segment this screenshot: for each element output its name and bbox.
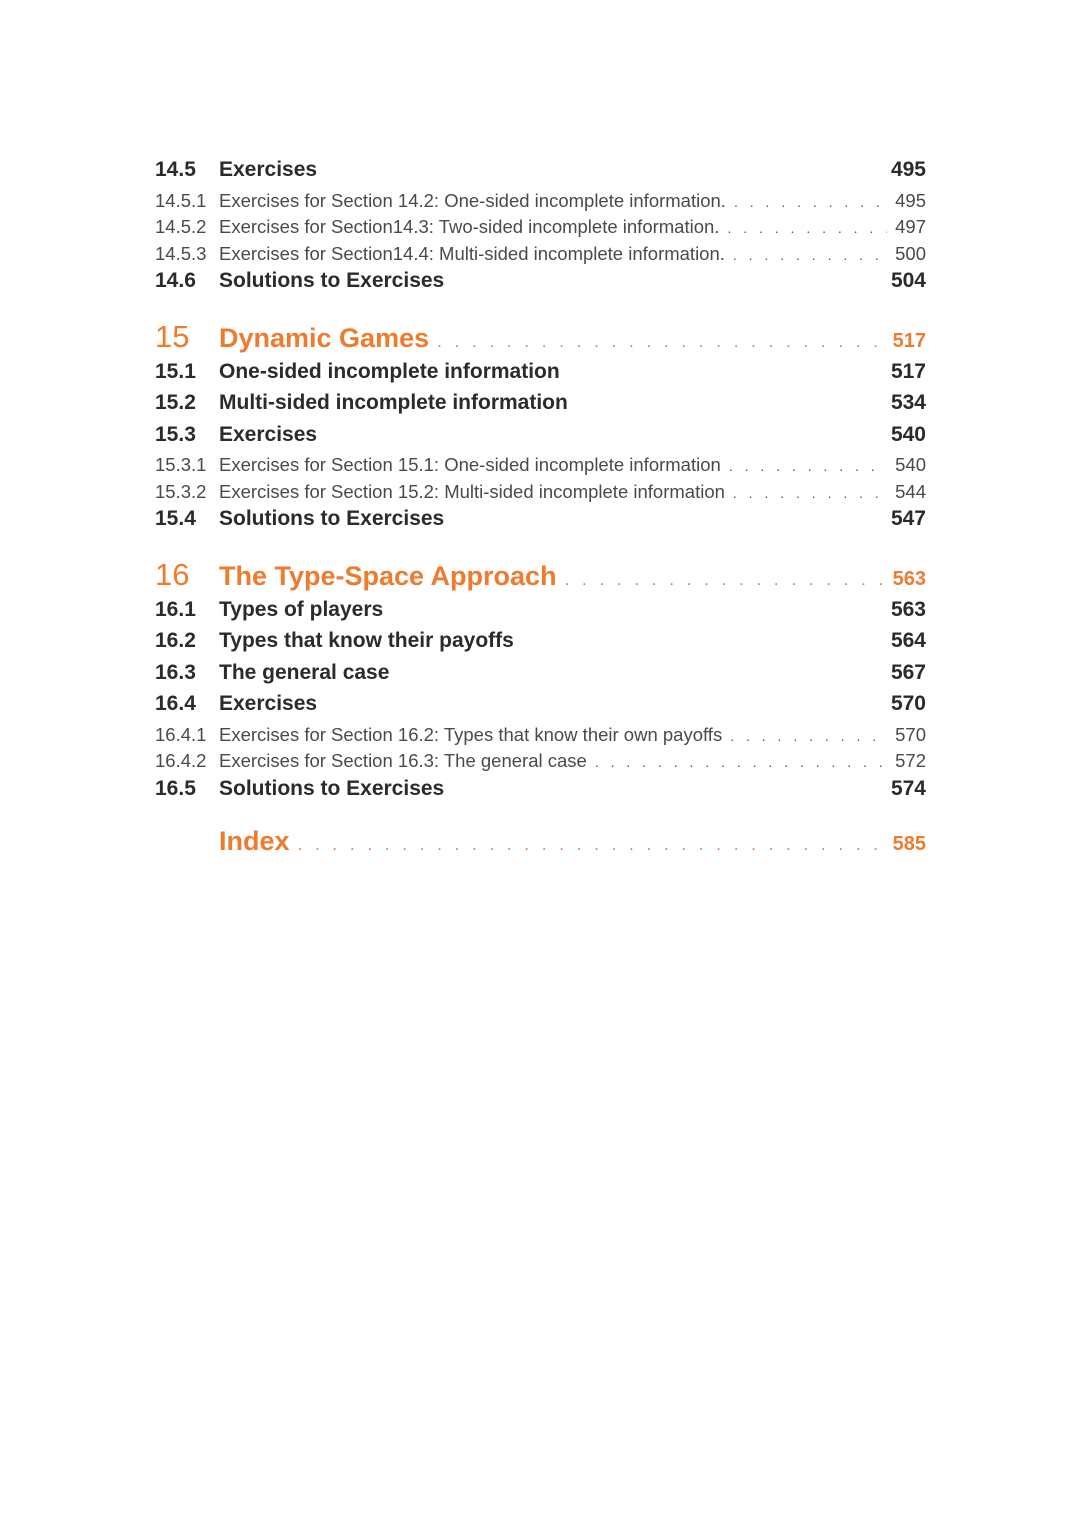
subsection-title: Exercises for Section 16.3: The general case	[219, 750, 587, 771]
page-number: 540	[890, 422, 926, 446]
page-number: 547	[890, 507, 926, 530]
chapter-title: Dynamic Games	[219, 322, 430, 353]
page-number: 495	[890, 158, 926, 181]
page-number: 563	[890, 597, 926, 621]
subsection-title: Exercises for Section14.4: Multi-sided incomplete information.	[219, 242, 725, 264]
toc-section-row[interactable]	[155, 661, 926, 693]
subsection-title: Exercises for Section 15.2: Multi-sided incomplete information	[219, 480, 725, 502]
page-number: 564	[890, 629, 926, 652]
chapter-number: 15	[155, 318, 190, 354]
page-number: 585	[892, 833, 926, 855]
toc-section-row[interactable]	[155, 692, 926, 724]
section-number: 16.5	[155, 776, 196, 800]
page-number: 572	[895, 750, 926, 771]
toc-section-row[interactable]	[155, 629, 926, 661]
toc-section-row[interactable]	[155, 423, 926, 455]
toc-index-row[interactable]	[155, 826, 926, 864]
page-number: 563	[892, 567, 926, 590]
toc-chapter-row[interactable]	[155, 319, 926, 357]
toc-subsection-row[interactable]	[155, 454, 926, 481]
section-number: 15.2	[155, 391, 196, 414]
page-number: 540	[895, 454, 926, 475]
toc-subsection-row[interactable]	[155, 750, 926, 777]
toc-subsection-row[interactable]	[155, 724, 926, 751]
page-number: 500	[895, 242, 926, 264]
section-title: Solutions to Exercises	[219, 776, 445, 800]
dot-leader	[733, 485, 887, 501]
subsection-number: 14.5.3	[155, 242, 207, 264]
subsection-number: 14.5.2	[155, 216, 207, 237]
toc-section-row[interactable]	[155, 777, 926, 809]
subsection-title: Exercises for Section14.3: Two-sided incomplete information.	[219, 216, 720, 237]
section-title: Exercises	[219, 692, 318, 715]
subsection-number: 16.4.2	[155, 750, 207, 771]
subsection-title: Exercises for Section 15.1: One-sided incomplete information	[219, 454, 721, 475]
toc-subsection-row[interactable]	[155, 243, 926, 270]
subsection-number: 15.3.1	[155, 454, 207, 475]
section-number: 16.1	[155, 597, 196, 621]
dot-leader	[595, 754, 887, 770]
section-number: 15.3	[155, 422, 196, 446]
table-of-contents	[155, 158, 926, 867]
page-number: 504	[890, 269, 926, 292]
section-number: 15.1	[155, 359, 196, 383]
toc-section-row[interactable]	[155, 360, 926, 392]
page-number: 544	[895, 480, 926, 502]
page-number: 534	[890, 391, 926, 414]
dot-leader	[733, 247, 887, 263]
chapter-number: 16	[155, 556, 190, 592]
toc-subsection-row[interactable]	[155, 216, 926, 243]
page-number: 570	[895, 723, 926, 745]
section-number: 14.6	[155, 269, 196, 292]
subsection-number: 14.5.1	[155, 189, 207, 211]
page-number: 517	[892, 329, 926, 352]
dot-leader	[298, 835, 885, 855]
page-number: 517	[890, 359, 926, 383]
section-title: Solutions to Exercises	[219, 507, 445, 530]
page-number: 495	[895, 189, 926, 211]
page-number: 574	[890, 776, 926, 800]
chapter-title: Index	[219, 826, 290, 856]
section-number: 14.5	[155, 158, 196, 181]
dot-leader	[730, 728, 887, 744]
section-title: Types that know their payoffs	[219, 629, 514, 652]
section-number: 16.3	[155, 660, 196, 684]
toc-subsection-row[interactable]	[155, 481, 926, 508]
toc-section-row[interactable]	[155, 598, 926, 630]
section-title: Exercises	[219, 158, 318, 181]
dot-leader	[727, 220, 887, 236]
section-title: Multi-sided incomplete information	[219, 391, 568, 414]
section-number: 16.4	[155, 692, 196, 715]
section-title: Types of players	[219, 597, 384, 621]
page-number: 497	[895, 216, 926, 237]
subsection-title: Exercises for Section 14.2: One-sided incomplete information.	[219, 189, 726, 211]
dot-leader	[437, 332, 885, 352]
chapter-title: The Type-Space Approach	[219, 560, 557, 591]
toc-chapter-row[interactable]	[155, 557, 926, 595]
page-number: 570	[890, 692, 926, 715]
toc-section-row[interactable]	[155, 269, 926, 301]
dot-leader	[565, 570, 885, 590]
section-title: The general case	[219, 660, 390, 684]
dot-leader	[729, 458, 887, 474]
dot-leader	[734, 194, 887, 210]
section-title: Exercises	[219, 422, 318, 446]
section-number: 16.2	[155, 629, 196, 652]
subsection-title: Exercises for Section 16.2: Types that know their own payoffs	[219, 723, 723, 745]
subsection-number: 15.3.2	[155, 480, 207, 502]
page-number: 567	[890, 660, 926, 684]
toc-subsection-row[interactable]	[155, 190, 926, 217]
toc-section-row[interactable]	[155, 158, 926, 190]
subsection-number: 16.4.1	[155, 723, 207, 745]
section-title: One-sided incomplete information	[219, 359, 560, 383]
toc-section-row[interactable]	[155, 507, 926, 539]
section-title: Solutions to Exercises	[219, 269, 445, 292]
toc-section-row[interactable]	[155, 391, 926, 423]
section-number: 15.4	[155, 507, 196, 530]
